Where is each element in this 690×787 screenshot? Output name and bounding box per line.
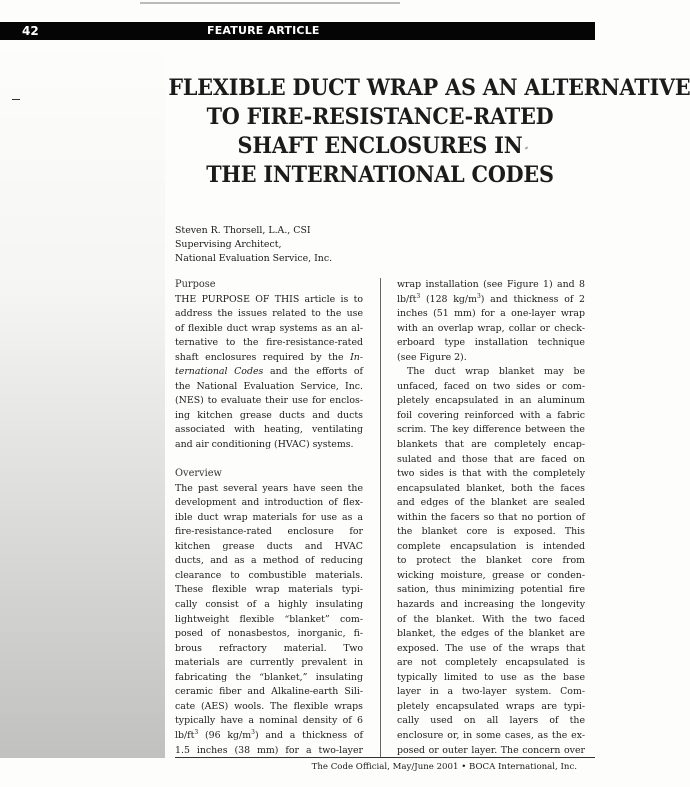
body-line: (see Figure 2). <box>397 351 467 363</box>
purpose-line: associated with heating, ventilating <box>175 424 363 436</box>
body-line: two sides is that with the completely <box>397 468 585 480</box>
body-line: unfaced, faced on two sides or com- <box>397 380 585 392</box>
author-organization: National Evaluation Service, Inc. <box>175 253 333 264</box>
body-line: inches (51 mm) for a one-layer wrap <box>397 308 585 320</box>
body-line: are not completely encapsulated is <box>397 657 585 669</box>
overview-line: 1.5 inches (38 mm) for a two-layer <box>175 744 363 756</box>
body-line: complete encapsulation is intended <box>397 540 585 552</box>
body-line: within the facers so that no portion of <box>397 511 585 523</box>
purpose-line: address the issues related to the use <box>175 308 363 320</box>
overview-line: ceramic fiber and Alkaline-earth Sili- <box>175 686 363 698</box>
purpose-line: THE PURPOSE OF THIS article is to <box>175 293 363 305</box>
overview-line: fire-resistance-rated enclosure for <box>175 526 363 538</box>
title-line: FLEXIBLE DUCT WRAP AS AN ALTERNATIVE <box>168 75 690 101</box>
overview-heading: Overview <box>175 468 222 480</box>
body-line: cally used on all layers of the <box>397 715 585 727</box>
header-bar <box>0 22 595 40</box>
body-line: and edges of the blanket are sealed <box>397 497 585 509</box>
body-line: typically limited to use as the base <box>397 671 585 683</box>
overview-line: clearance to combustible materials. <box>175 569 363 581</box>
overview-line: materials are currently prevalent in <box>175 657 363 669</box>
author-role: Supervising Architect, <box>175 239 282 250</box>
purpose-line: and air conditioning (HVAC) systems. <box>175 439 354 451</box>
overview-line: development and introduction of flex- <box>175 497 363 509</box>
right-column <box>397 278 585 758</box>
density-line: $lb/ft^3$ (128 $kg/m^3$) and thickness of 2 <box>397 292 585 305</box>
section-label: FEATURE ARTICLE <box>207 24 320 37</box>
title-line: SHAFT ENCLOSURES IN <box>237 133 523 159</box>
body-line: scrim. The key difference between the <box>397 424 585 436</box>
body-line: wicking moisture, grease or conden- <box>397 569 585 581</box>
title-line: THE INTERNATIONAL CODES <box>206 162 554 188</box>
purpose-line: of flexible duct wrap systems as an al- <box>175 322 363 334</box>
body-line: The duct wrap blanket may be <box>407 366 585 378</box>
body-line: blankets that are completely encap- <box>397 439 585 451</box>
body-line: posed or outer layer. The concern over <box>397 744 585 756</box>
overview-line: ible duct wrap materials for use as a <box>175 511 363 523</box>
purpose-line: ternational Codes and the efforts of <box>175 366 363 378</box>
body-line: of the blanket. With the two faced <box>397 613 585 625</box>
overview-density-line: $lb/ft^3$ (96 $kg/m^3$) and a thickness of <box>175 728 364 741</box>
overview-line: ducts, and as a method of reducing <box>175 555 363 567</box>
purpose-line: (NES) to evaluate their use for enclos- <box>175 395 363 407</box>
purpose-line: ing kitchen grease ducts and ducts <box>175 409 363 421</box>
body-line: pletely encapsulated in an aluminum <box>397 395 585 407</box>
body-line: the blanket core is exposed. This <box>397 526 585 538</box>
overview-line: brous refractory material. Two <box>175 642 363 654</box>
body-line: exposed. The use of the wraps that <box>397 642 585 654</box>
purpose-line: ternative to the fire-resistance-rated <box>175 337 363 349</box>
body-line: wrap installation (see Figure 1) and 8 <box>397 279 585 290</box>
left-column <box>175 278 363 758</box>
overview-line: The past several years have seen the <box>175 482 363 494</box>
overview-line: fabricating the “blanket,” insulating <box>175 671 363 683</box>
title-line: TO FIRE-RESISTANCE-RATED <box>206 104 554 130</box>
body-line: blanket, the edges of the blanket are <box>397 628 585 640</box>
article-title <box>168 74 690 190</box>
author-name: Steven R. Thorsell, L.A., CSI <box>175 225 311 236</box>
author-block <box>175 224 575 266</box>
overview-line: posed of nonasbestos, inorganic, fi- <box>175 628 363 640</box>
body-line: to protect the blanket core from <box>397 555 585 567</box>
body-line: sation, thus minimizing potential fire <box>397 584 585 596</box>
overview-line: kitchen grease ducts and HVAC <box>175 540 363 552</box>
body-line: layer in a two-layer system. Com- <box>397 686 585 698</box>
body-line: sulated and those that are faced on <box>397 453 585 465</box>
body-line: erboard type installation technique <box>397 337 585 349</box>
body-line: hazards and increasing the longevity <box>397 599 585 611</box>
body-line: encapsulated blanket, both the faces <box>397 482 585 494</box>
overview-line: lightweight flexible “blanket” com- <box>175 613 363 625</box>
body-line: pletely encapsulated wraps are typi- <box>397 700 585 712</box>
overview-line: These flexible wrap materials typi- <box>175 584 363 596</box>
footer-credit: The Code Official, May/June 2001 • BOCA International, Inc. <box>311 762 577 772</box>
top-edge-line <box>140 2 400 4</box>
body-line: with an overlap wrap, collar or check- <box>397 322 585 334</box>
margin-mark <box>12 99 20 100</box>
page-number: 42 <box>22 24 39 38</box>
body-line: foil covering reinforced with a fabric <box>397 409 585 421</box>
purpose-line: shaft enclosures required by the In- <box>175 351 363 363</box>
overview-line: typically have a nominal density of 6 <box>175 715 363 727</box>
purpose-heading: Purpose <box>175 279 216 290</box>
footer-rule <box>175 757 595 758</box>
column-divider <box>380 278 381 758</box>
overview-line: cally consist of a highly insulating <box>175 599 363 611</box>
body-line: enclosure or, in some cases, as the ex- <box>397 729 585 741</box>
page-edge-shadow <box>0 38 165 758</box>
purpose-line: the National Evaluation Service, Inc. <box>175 380 363 392</box>
overview-line: cate (AES) wools. The flexible wraps <box>175 700 363 712</box>
